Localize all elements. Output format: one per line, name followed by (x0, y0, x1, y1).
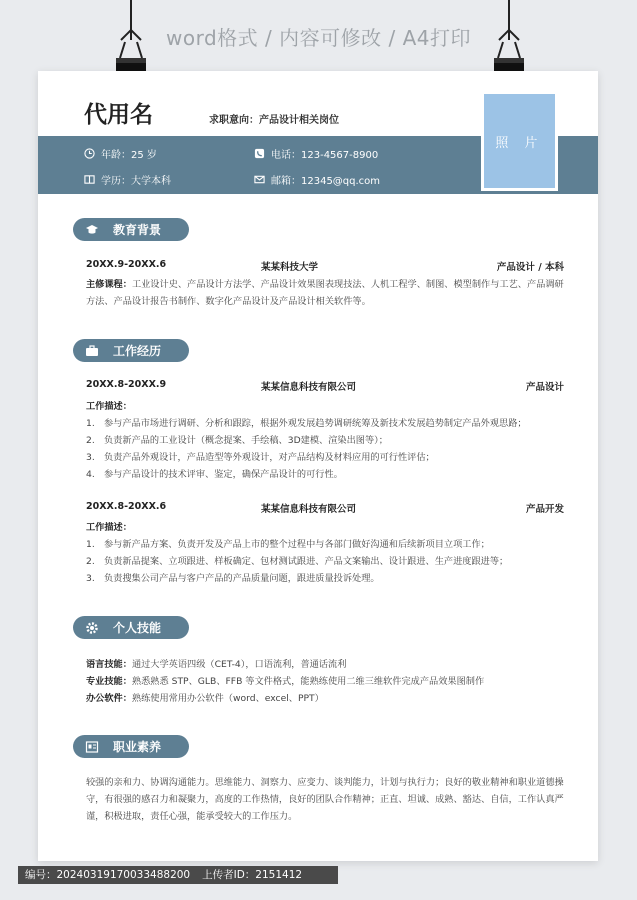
list-item: 1. 参与产品市场进行调研、分析和跟踪，根据外观发展趋势调研统筹及新技术发展趋势制定产品外观思路； (86, 418, 527, 429)
skill-item: 办公软件：熟练使用常用办公软件（word、excel、PPT） (86, 693, 324, 704)
resume-sheet (38, 71, 598, 861)
work-company: 某某信息科技有限公司 (261, 382, 357, 393)
book-icon (84, 174, 95, 185)
list-item: 2. 负责新品提案、立项跟进、样板确定、包材测试跟进、产品文案输出、设计跟进、生产进度跟进等； (86, 556, 509, 567)
section-work: 工作经历 (73, 339, 189, 362)
uploader-id: 上传者ID：2151412 (202, 869, 303, 881)
skill-item: 专业技能：熟悉熟悉 STP、GLB、FFB 等文件格式，能熟练使用二维三维软件完成产品效果图制作 (86, 676, 485, 687)
graduation-cap-icon (85, 223, 99, 237)
education-period: 20XX.9-20XX.6 (86, 259, 167, 270)
id-card-icon (85, 740, 99, 754)
section-education: 教育背景 (73, 218, 189, 241)
skills-list (86, 656, 572, 707)
phone-icon (254, 148, 265, 159)
work-description: 工作描述： 1. 参与产品市场进行调研、分析和跟踪，根据外观发展趋势调研统筹及新技术发展趋势制定产品外观思路； 2. 负责新产品的工业设计（概念提案、手绘稿、3D建模、渲染出图等）； 3. 负责产品外观设计，产品造型等外观设计，对产品结构及材料应用的可行性评估； 4. 参与产品设计的技术评审、鉴定，确保产品设计的可行性。 (86, 398, 572, 483)
info-education: 学历：大学本科 (84, 172, 171, 187)
work-period: 20XX.8-20XX.6 (86, 501, 167, 512)
section-quality: 职业素养 (73, 735, 189, 758)
clock-icon (84, 148, 95, 159)
work-company: 某某信息科技有限公司 (261, 504, 357, 515)
list-item: 1. 参与新产品方案、负责开发及产品上市的整个过程中与各部门做好沟通和后续新项目立项工作； (86, 539, 490, 550)
education-school: 某某科技大学 (261, 262, 319, 273)
briefcase-icon (85, 344, 99, 358)
work-row (86, 379, 564, 393)
gear-icon (85, 621, 99, 635)
skill-item: 语言技能：通过大学英语四级（CET-4），口语流利，普通话流利 (86, 659, 347, 670)
format-banner: word格式 / 内容可修改 / A4打印 (166, 26, 471, 50)
info-phone: 电话：123-4567-8900 (254, 146, 378, 161)
work-period: 20XX.8-20XX.9 (86, 379, 167, 390)
email-icon (254, 174, 265, 185)
list-item: 3. 负责搜集公司产品与客户产品的产品质量问题，跟进质量投诉处理。 (86, 573, 380, 584)
quality-text: 较强的亲和力、协调沟通能力。思维能力、洞察力、应变力、谈判能力，计划与执行力；良好的敬业精神和职业道德操守，有很强的感召力和凝聚力，高度的工作热情，良好的团队合作精神；正直、坦诚、成熟、豁达、自信，工作认真严谨，积极进取，责任心强，能承受较大的工作压力。 (86, 777, 564, 822)
section-skills: 个人技能 (73, 616, 189, 639)
list-item: 3. 负责产品外观设计，产品造型等外观设计，对产品结构及材料应用的可行性评估； (86, 452, 435, 463)
work-description: 工作描述： 1. 参与新产品方案、负责开发及产品上市的整个过程中与各部门做好沟通和后续新项目立项工作； 2. 负责新品提案、立项跟进、样板确定、包材测试跟进、产品文案输出、设计跟进、生产进度跟进等； 3. 负责搜集公司产品与客户产品的产品质量问题，跟进质量投诉处理。 (86, 519, 572, 587)
document-id: 编号：20240319170033488200 (25, 869, 191, 881)
job-intent (209, 111, 339, 126)
job-intent-value: 产品设计相关岗位 (259, 115, 339, 126)
photo-placeholder: 照 片 (481, 91, 558, 191)
job-intent-label: 求职意向： (209, 115, 259, 126)
list-item: 2. 负责新产品的工业设计（概念提案、手绘稿、3D建模、渲染出图等）； (86, 435, 388, 446)
info-email: 邮箱：12345@qq.com (254, 172, 380, 187)
footer-bar (18, 866, 338, 884)
applicant-name: 代用名 (84, 102, 153, 128)
work-position: 产品开发 (525, 504, 564, 515)
info-age: 年龄：25 岁 (84, 146, 157, 161)
list-item: 4. 参与产品设计的技术评审、鉴定，确保产品设计的可行性。 (86, 469, 343, 480)
education-degree: 产品设计 / 本科 (496, 262, 564, 273)
education-row (86, 259, 564, 273)
education-courses: 主修课程：工业设计史、产品设计方法学、产品设计效果图表现技法、人机工程学、制图、模型制作与工艺、产品调研方法、产品设计报告书制作、数字化产品设计及产品设计相关软件等。 (86, 279, 564, 307)
work-row (86, 501, 564, 515)
work-position: 产品设计 (525, 382, 564, 393)
